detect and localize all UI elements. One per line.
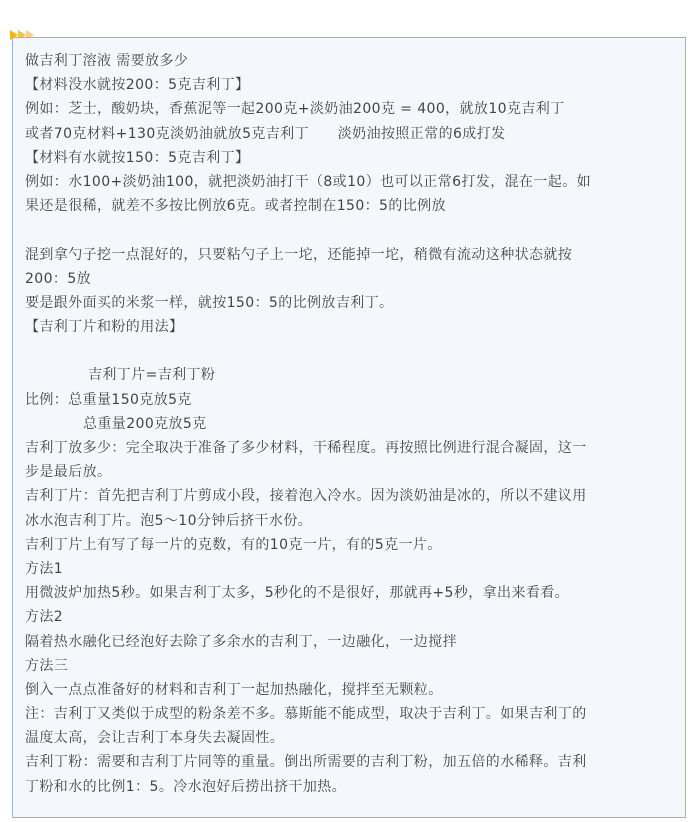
- text-line: 吉利丁片：首先把吉利丁片剪成小段，接着泡入冷水。因为淡奶油是冰的，所以不建议用: [25, 488, 587, 505]
- text-line: 做吉利丁溶液 需要放多少: [25, 53, 189, 69]
- text-line: 要是跟外面买的米浆一样，就按150：5的比例放吉利丁。: [25, 294, 394, 311]
- blank-line: [25, 339, 671, 363]
- text-line: 比例：总重量150克放5克: [25, 391, 192, 408]
- text-line: 注：吉利丁又类似于成型的粉条差不多。慕斯能不能成型，取决于吉利丁。如果吉利丁的: [25, 706, 587, 723]
- text-line: 例如：芝士，酸奶块，香蕉泥等一起200克+淡奶油200克 = 400，就放10克吉利丁: [25, 101, 565, 118]
- text-line: 【吉利丁片和粉的用法】: [25, 319, 184, 336]
- text-line: 【材料没水就按200：5克吉利丁】: [25, 77, 250, 94]
- text-line: 或者70克材料+130克淡奶油就放5克吉利丁 淡奶油按照正常的6成打发: [25, 125, 506, 142]
- blank-line: [25, 218, 671, 242]
- text-line: 方法1: [25, 560, 64, 577]
- text-line: 混到拿勺子挖一点混好的，只要粘勺子上一坨，还能掉一坨，稍微有流动这种状态就按: [25, 246, 573, 263]
- text-line: 隔着热水融化已经泡好去除了多余水的吉利丁，一边融化，一边搅拌: [25, 633, 457, 650]
- article-text: [25, 49, 671, 799]
- text-line: 总重量200克放5克: [83, 415, 207, 432]
- text-line: 步是最后放。: [25, 464, 112, 481]
- text-line: 丁粉和水的比例1：5。冷水泡好后捞出挤干加热。: [25, 778, 347, 795]
- text-line: 冰水泡吉利丁片。泡5～10分钟后挤干水份。: [25, 512, 313, 529]
- text-line: 方法三: [25, 657, 69, 674]
- text-line: 倒入一点点准备好的材料和吉利丁一起加热融化，搅拌至无颗粒。: [25, 681, 443, 698]
- text-line: 方法2: [25, 609, 64, 626]
- text-line: 吉利丁片上有写了每一片的克数，有的10克一片，有的5克一片。: [25, 536, 442, 553]
- text-line: 吉利丁片=吉利丁粉: [88, 367, 216, 384]
- text-line: 200：5放: [25, 270, 92, 287]
- text-line: 果还是很稀，就差不多按比例放6克。或者控制在150：5的比例放: [25, 198, 446, 215]
- text-line: 温度太高，会让吉利丁本身失去凝固性。: [25, 730, 285, 747]
- text-line: 例如：水100+淡奶油100，就把淡奶油打干（8或10）也可以正常6打发，混在一起。如: [25, 173, 592, 190]
- text-line: 吉利丁粉：需要和吉利丁片同等的重量。倒出所需要的吉利丁粉，加五倍的水稀释。吉利: [25, 754, 587, 771]
- text-line: 用微波炉加热5秒。如果吉利丁太多，5秒化的不是很好，那就再+5秒，拿出来看看。: [25, 585, 570, 602]
- content-box: [12, 37, 686, 818]
- text-line: 吉利丁放多少：完全取决于准备了多少材料，干稀程度。再按照比例进行混合凝固，这一: [25, 440, 587, 456]
- text-line: 【材料有水就按150：5克吉利丁】: [25, 149, 250, 166]
